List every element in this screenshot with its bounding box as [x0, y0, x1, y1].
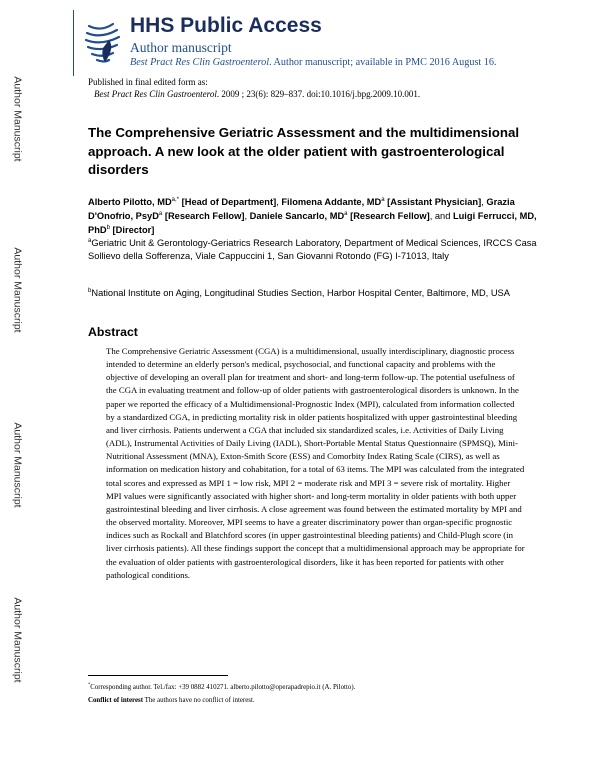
side-label-author-manuscript-4: Author Manuscript	[12, 597, 24, 683]
author: Daniele Sancarlo, $MD^a$ [Research Fellow]	[249, 210, 430, 221]
author-list: Alberto Pilotto, $MD^{a,*}$ [Head of Department], Filomena Addante, $MD^a$ [Assistant Physician], Grazia D'Onofrio, PsyD$^a$ [Research Fellow], Daniele Sancarlo, $MD^a$ [Research Fellow], and Luigi Ferrucci, MD, PhD$^b$ [Director]	[88, 196, 537, 235]
author: Filomena Addante, $MD^a$ [Assistant Physician]	[281, 196, 482, 207]
author: Grazia D'Onofrio, PsyD$^a$ [Research Fellow]	[88, 197, 515, 221]
paper-title: The Comprehensive Geriatric Assessment and the multidimensional approach. A new look at the older patient with gastroenterological disorders	[88, 125, 520, 177]
publication-journal: Best Pract Res Clin Gastroenterol	[94, 89, 217, 99]
abstract-text: The Comprehensive Geriatric Assessment (CGA) is a multidimensional, usually interdisciplinary, diagnostic process intended to determine an elderly person's medical, psychosocial, and functional capacity and problems with the objective of developing an overall plan for treatment and short- and long-term follow-up. The potential usefulness of the CGA in evaluating treatment and follow-up of older patients with gastroenterological disorders is unknown. In the paper we reported the efficacy of a Multidimensional-Prognostic Index (MPI), calculated from information collected by a standardized CGA, in predicting mortality risk in older patients hospitalized with upper gastrointestinal bleeding and liver cirrhosis. Patients underwent a CGA that included six standardized scales, i.e. Activities of Daily Living (ADL), Instrumental Activities of Daily Living (IADL), Short-Portable Mental Status Questionnaire (SPMSQ), Mini-Nutritional Assessment (MNA), Exton-Smith Score (ESS) and Comorbity Index Rating Scale (CIRS), as well as information on medication history and cohabitation, for a total of 63 items. The MPI was calculated from the integrated total scores and expressed as MPI 1 = low risk, MPI 2 = moderate risk and MPI 3 = severe risk of mortality. Higher MPI values were significantly associated with higher short- and long-term mortality in older patients with both upper gastrointestinal bleeding and liver cirrhosis. A close agreement was found between the estimated mortality by MPI and the observed mortality. Moreover, MPI seems to have a greater discriminatory power than organ-specific prognostic indices such as Rockall and Blatchford scores (in upper gastrointestinal bleeding patients) and Child-Plugh score (in liver cirrhosis patients). All these findings support the concept that a multidimensional approach may be appropriate for the evaluation of older patients with gastroenterological disorders, like it has been reported for patients with other pathological conditions.	[106, 346, 525, 580]
affiliation-b: $^b$National Institute on Aging, Longitudinal Studies Section, Harbor Hospital Center, Baltimore, MD, USA	[88, 287, 510, 298]
side-label-author-manuscript-2: Author Manuscript	[12, 247, 24, 333]
author-manuscript-subtitle: Author manuscript	[130, 40, 232, 55]
conflict-of-interest-footnote: Conflict of interest The authors have no conflict of interest.	[88, 697, 255, 704]
header-journal-name: Best Pract Res Clin Gastroenterol	[130, 57, 270, 68]
abstract-heading: Abstract	[88, 325, 138, 339]
hhs-eagle-logo-icon	[79, 18, 125, 68]
footnote-divider	[88, 675, 228, 676]
hhs-public-access-title: HHS Public Access	[130, 14, 322, 37]
header-availability: . Author manuscript; available in PMC 2016 August 16.	[269, 57, 497, 68]
publication-citation	[94, 89, 420, 99]
author: Alberto Pilotto, $MD^{a,*}$ [Head of Department]	[88, 196, 277, 207]
side-label-author-manuscript-3: Author Manuscript	[12, 422, 24, 508]
publication-details: . 2009 ; 23(6): 829–837. doi:10.1016/j.bpg.2009.10.001.	[216, 89, 421, 99]
side-label-author-manuscript-1: Author Manuscript	[12, 76, 24, 162]
corresponding-author-footnote: *Corresponding author. Tel./fax: +39 0882 410271. alberto.pilotto@operapadrepio.it (A. Pilotto).	[88, 681, 356, 691]
header-citation	[130, 57, 497, 68]
affiliation-a: $^a$Geriatric Unit & Gerontology-Geriatrics Research Laboratory, Department of Medical Sciences, IRCCS Casa Sollievo della Sofferenza, Viale Cappuccini 1, San Giovanni Rotondo (FG) I-71013, Italy	[88, 237, 537, 262]
header-divider	[73, 10, 74, 76]
author: Luigi Ferrucci, MD, PhD$^b$ [Director]	[88, 210, 537, 235]
published-label: Published in final edited form as:	[88, 77, 208, 87]
